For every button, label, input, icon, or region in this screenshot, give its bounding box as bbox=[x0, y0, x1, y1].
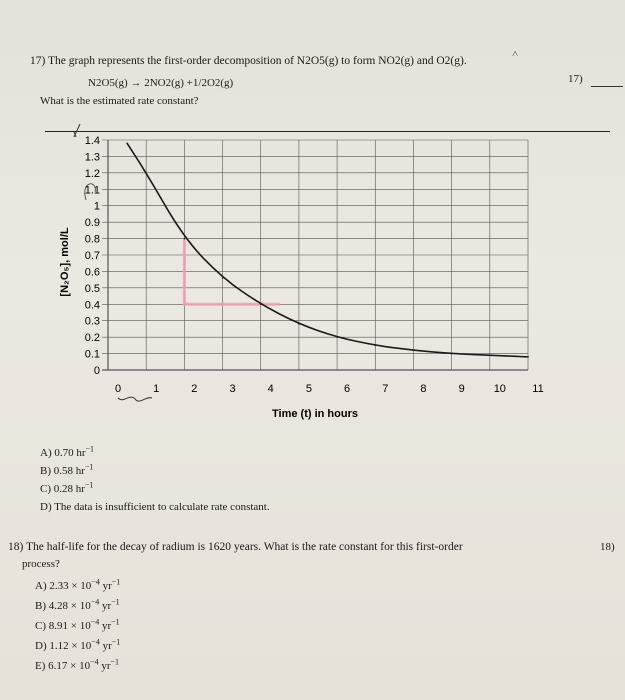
y-tick-label: 1.4 bbox=[84, 135, 100, 147]
y-tick-label: 0.5 bbox=[84, 282, 100, 295]
chart-marks bbox=[126, 142, 529, 357]
x-axis-label: Time (t) in hours bbox=[272, 408, 358, 420]
series-line-concentration bbox=[127, 143, 528, 357]
q18-choice-e[interactable]: E) $6.17 \times 10^{-4}$ $yr^{-1}$ bbox=[35, 657, 120, 672]
q17-choice-c[interactable]: C) 0.28 $hr^{-1}$ bbox=[40, 480, 94, 495]
data-point bbox=[184, 238, 186, 240]
q18-text: 18) The half-life for the decay of radium is 1620 years. What is the rate constant for this first-order bbox=[8, 541, 463, 553]
x-tick-label: 2 bbox=[191, 383, 198, 395]
q17-choice-a[interactable]: A) 0.70 $hr^{-1}$ bbox=[40, 444, 95, 459]
y-tick-label: 1.2 bbox=[84, 167, 100, 180]
y-tick-label: 1 bbox=[93, 200, 100, 213]
q18-choice-b[interactable]: B) $4.28 \times 10^{-4}$ $yr^{-1}$ bbox=[35, 597, 120, 612]
chart-grid bbox=[102, 140, 528, 370]
x-tick-label: 4 bbox=[267, 383, 274, 395]
data-point bbox=[126, 142, 128, 144]
x-tick-label: 7 bbox=[382, 383, 389, 395]
q17-text: 17) The graph represents the first-order decomposition of N2O5(g) to form NO2(g) and O2(g). bbox=[30, 55, 467, 67]
q18-choice-a[interactable]: A) $2.33 \times 10^{-4}$ $yr^{-1}$ bbox=[35, 577, 121, 592]
x-tick-label: 3 bbox=[229, 383, 236, 395]
x-tick-label: 5 bbox=[305, 383, 312, 395]
y-tick-label: 0.7 bbox=[84, 250, 100, 262]
data-point bbox=[489, 354, 491, 356]
q17-choice-b[interactable]: B) 0.58 $hr^{-1}$ bbox=[40, 462, 94, 477]
data-point bbox=[298, 323, 300, 325]
handwritten-check-mark bbox=[74, 124, 80, 137]
x-tick-label: 0 bbox=[114, 383, 122, 395]
y-tick-label: 0.1 bbox=[84, 348, 100, 361]
data-point bbox=[451, 353, 453, 355]
data-point bbox=[374, 345, 376, 347]
y-tick-label: 0.3 bbox=[84, 315, 100, 328]
y-axis-label: [N₂O₅], mol/L bbox=[59, 227, 71, 297]
y-tick-label: 0.6 bbox=[84, 266, 100, 279]
data-point bbox=[527, 356, 529, 358]
q18-text-cont: process? bbox=[22, 558, 60, 570]
handwritten-squiggle bbox=[118, 397, 152, 401]
data-point bbox=[336, 336, 338, 338]
x-tick-label: 10 bbox=[493, 383, 506, 395]
q18-choice-d[interactable]: D) $1.12 \times 10^{-4}$ $yr^{-1}$ bbox=[35, 637, 121, 652]
data-point bbox=[145, 172, 147, 174]
y-tick-label: 0 bbox=[93, 365, 100, 377]
y-tick-label: 0.9 bbox=[84, 217, 100, 230]
pen-mark: ˄ bbox=[512, 48, 519, 60]
chart-tick-labels bbox=[85, 135, 544, 395]
x-tick-label: 8 bbox=[420, 383, 427, 395]
q17-choice-d[interactable]: D) The data is insufficient to calculate rate constant. bbox=[40, 501, 270, 513]
x-tick-label: 6 bbox=[344, 383, 351, 395]
y-tick-label: 0.2 bbox=[84, 332, 100, 345]
q18-choice-c[interactable]: C) $8.91 \times 10^{-4}$ $yr^{-1}$ bbox=[35, 617, 120, 632]
y-tick-label: 0.8 bbox=[84, 233, 100, 246]
x-tick-label: 11 bbox=[532, 383, 544, 395]
data-point bbox=[222, 277, 224, 279]
q17-answer-label: 17) bbox=[568, 73, 583, 85]
data-point bbox=[413, 349, 415, 351]
q17-equation: N2O5(g) → 2NO2(g) +1/2O2(g) bbox=[88, 77, 234, 89]
y-tick-label: 0.4 bbox=[84, 299, 100, 312]
x-tick-label: 9 bbox=[458, 383, 465, 395]
data-point bbox=[260, 303, 262, 305]
q17-question: What is the estimated rate constant? bbox=[40, 95, 199, 107]
q18-answer-label: 18) bbox=[600, 541, 615, 553]
y-tick-label: 1.1 bbox=[84, 184, 100, 197]
x-tick-label: 1 bbox=[153, 383, 160, 395]
y-tick-label: 1.3 bbox=[84, 151, 100, 164]
